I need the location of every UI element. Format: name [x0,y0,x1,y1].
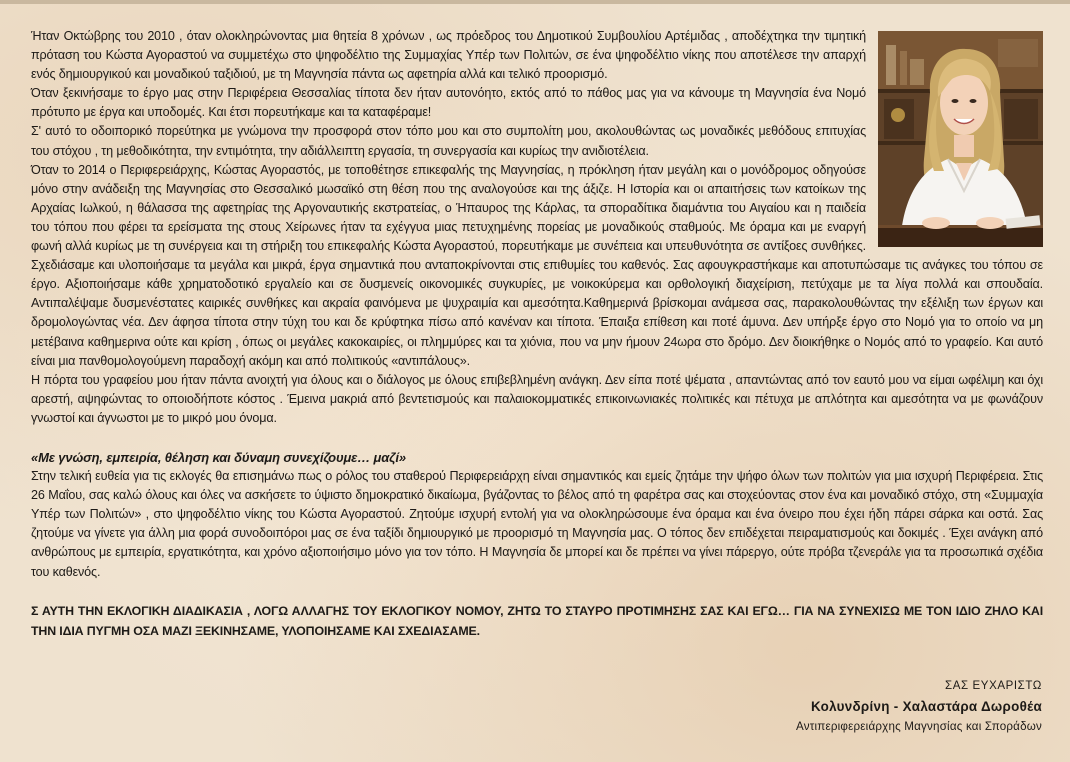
signature-name: Κολυνδρίνη - Χαλαστάρα Δωροθέα [810,699,1042,714]
paragraph-3: Σ' αυτό το οδοιπορικό πορεύτηκα με γνώμονα την προσφορά στον τόπο μου και στο συμπολίτη μου, ακολουθώντας ως μοναδικές μεθόδους επιτυχίας του στόχου , τη μεθοδικότητα, την εντιμότητα, την αδιάλλειπτη εργασία, τη συνεργασία και κυρίως την ανιδιοτέλεια. [31,124,866,158]
paragraph-4: Όταν το 2014 ο Περιφερειάρχης, Κώστας Αγοραστός, με τοποθέτησε επικεφαλής της Μαγνησίας, η πρόκληση ήταν μεγάλη και ο μονόδρομος οδηγούσε μόνο στην ανάδειξη της Μαγνησίας στο Θεσσαλικό μωσαϊκό στη θέση που της αναλογούσε και της άξιζε. Η Ιστορία και οι απαιτήσεις των κατοίκων της Αρχαίας Ιωλκού, η θάλασσα της αφετηρίας της Αργοναυτικής εκστρατείας, ο Ήπαυρος της Κάρλας, τα σποραδίτικα διαμάντια του Αιγαίου και η παιδεία του τόπου που φέρει τα ερείσματα της στους Χείρωνες ήταν τα εχέγγυα μιας πετυχημένης πορείας με μοναδικούς σταθμούς. Με όραμα και με εναργή φωνή αλλά κυρίως με τη συνέργεια και τη στήριξη του επικεφαλής Κώστα Αγοραστού, πορευτήκαμε με συνέπεια και υπευθυνότητα σε αντίξοες συνθήκες. Σχεδιάσαμε και υλοποιήσαμε τα μεγάλα και μικρά, έργα σημαντικά που ανταποκρίνονται στις επιθυμίες του καθενός. Σας αφουγκραστήκαμε και αποτυπώσαμε τις ανάγκες του τόπου σε έργο. Αξιοποιήσαμε κάθε χρηματοδοτικό εργαλείο και σε δυσμενείς οικονομικές συγκυρίες, με νοικοκύρεμα και ορθολογική διαχείριση, πετύχαμε με τα λίγα πολλά και σπουδαία. Αντιπαλέψαμε δυσμενέστατες καιρικές συνθήκες και ακραία φαινόμενα με ψυχραιμία και αμεσότητα.Καθημερινά βρίσκομαι ανάμεσα σας, παρακολουθώντας την εξέλιξη των έργων και δρομολογώντας νέα. Δεν άφησα τίποτα στην τύχη του και δε κρύφτηκα πίσω από κανέναν και τίποτα. Έπαιξα επίθεση και ποτέ άμυνα. Δεν υπήρξε έργο στο Νομό για το οποίο να μη μετέβαινα καθημερινα ούτε και κρίση , όπως οι μεγάλες κακοκαιρίες, οι πλημμύρες και τα χιόνια, που να μην ήμουν 24ωρα στο δρόμο. Δεν διοικήθηκε ο Νομός από το γραφείο. Και αυτό είναι μια πανθομολογούμενη παραδοχή ακόμη και από πολιτικούς «αντιπάλους». [31,162,1043,368]
section-heading: «Με γνώση, εμπειρία, θέληση και δύναμη συνεχίζουμε… μαζί» [31,449,406,465]
signature-title: Αντιπεριφερειάρχης Μαγνησίας και Σποράδων [796,720,1042,733]
paragraph-2: Όταν ξεκινήσαμε το έργο μας στην Περιφέρεια Θεσσαλίας τίποτα δεν ήταν αυτονόητο, εκτός από το πάθος μας για να κάνουμε τη Μαγνησία ένα Νομό πρότυπο με έργα και υποδομές. Και έτσι πορευτήκαμε και τα καταφέραμε! [31,86,866,120]
signature-thanks: ΣΑΣ ΕΥΧΑΡΙΣΤΩ [945,680,1042,692]
closing-statement: Σ ΑΥΤΗ ΤΗΝ ΕΚΛΟΓΙΚΗ ΔΙΑΔΙΚΑΣΙΑ , ΛΟΓΩ ΑΛΛΑΓΗΣ ΤΟΥ ΕΚΛΟΓΙΚΟΥ ΝΟΜΟΥ, ΖΗΤΩ ΤΟ ΣΤΑΥΡΟ ΠΡΟΤΙΜΗΣΗΣ ΣΑΣ ΚΑΙ ΕΓΩ… ΓΙΑ ΝΑ ΣΥΝΕΧΙΣΩ ΜΕ ΤΟΝ ΙΔΙΟ ΖΗΛΟ ΚΑΙ ΤΗΝ ΙΔΙΑ ΠΥΓΜΗ ΟΣΑ ΜΑΖΙ ΞΕΚΙΝΗΣΑΜΕ, ΥΛΟΠΟΙΗΣΑΜΕ ΚΑΙ ΣΧΕΔΙΑΣΑΜΕ. [31,603,1043,638]
top-border [0,0,1070,4]
paragraph-5: Η πόρτα του γραφείου μου ήταν πάντα ανοιχτή για όλους και ο διάλογος με όλους επιβεβλημένη ανάγκη. Δεν είπα ποτέ ψέματα , απαντώντας από τον εαυτό μου να είμαι ωφέλιμη και όχι αρεστή, αψηφώντας το οποιοδήποτε κόστος . Έμεινα μακριά από βεντετισμούς και παλαιοκομματικές επικοινωνιακές πολιτικές και πέτυχα με απλότητα και αμεσότητα να με φωνάζουν γνωστοί και άγνωστοι με το μικρό μου όνομα. [31,372,1043,425]
signature-block [796,678,1042,736]
paragraph-1: Ήταν Οκτώβρης του 2010 , όταν ολοκληρώνοντας μια θητεία 8 χρόνων , ως πρόεδρος του Δημοτικού Συμβουλίου Αρτέμιδας , αποδέχτηκα την τιμητική πρόταση του Κώστα Αγοραστού να συμμετέχω στο ψηφοδέλτιο της Συμμαχίας Υπέρ των Πολιτών, σε ένα ψηφοδέλτιο νίκης που αποτέλεσε την απαρχή ενός δημιουργικού και μοναδικού ταξιδιού, με τη Μαγνησία πάντα ως αφετηρία αλλά και τελικό προορισμό. [31,29,866,82]
letter-body [31,27,1043,641]
paragraph-6: Στην τελική ευθεία για τις εκλογές θα επισημάνω πως ο ρόλος του σταθερού Περιφερειάρχη είναι σημαντικός και εμείς ζητάμε την ψήφο όλων των πολιτών για μια ισχυρή Περιφέρεια. Στις 26 Μαΐου, σας καλώ όλους και όλες να ασκήσετε το ύψιστο δημοκρατικό δικαίωμα, βγάζοντας το βέλος από τη φαρέτρα σας και στοχεύοντας στον ένα και μοναδικό στόχο, στη «Συμμαχία Υπέρ των Πολιτών» , στο ψηφοδέλτιο νίκης του Κώστα Αγοραστού. Ζητούμε ισχυρή εντολή για να ολοκληρώσουμε ένα όραμα και ένα όνειρο που έχει ήδη πάρει σάρκα και οστά. Σας ζητούμε να γίνετε για άλλη μια φορά συνοδοιπόροι μας σε ένα ταξίδι δημιουργικό με προορισμό τη Μαγνησία μας. Ο τόπος δεν επιδέχεται πειραματισμούς και δοκιμές . Έχει ανάγκη από ανθρώπους με εμπειρία, εργατικότητα, και χρόνο αξιοποιήσιμο μόνο για τον τόπο. Η Μαγνησία δε μπορεί και δε πρέπει να γίνει πάρεργο, ούτε πρόβα τζενεράλε για τα προσωπικά σχέδια του καθενός. [31,469,1043,579]
portrait-photo [878,31,1043,247]
